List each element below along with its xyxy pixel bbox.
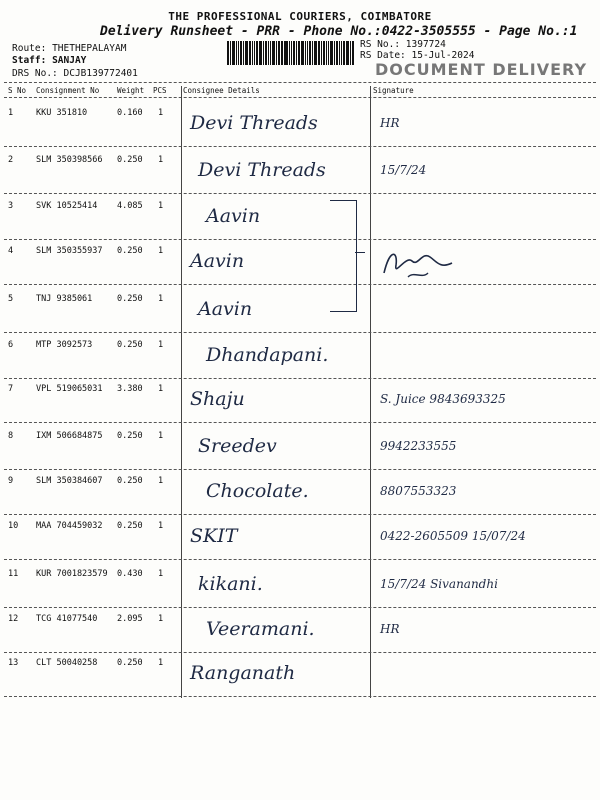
barcode-bar xyxy=(298,41,300,65)
staff-label: Staff: xyxy=(12,55,47,66)
barcode-bar xyxy=(272,41,275,65)
cell-consignee-handwritten: Aavin xyxy=(190,250,245,272)
cell-signature-handwritten: 8807553323 xyxy=(380,484,457,498)
row-divider xyxy=(4,284,596,285)
barcode xyxy=(227,41,355,65)
barcode-bar xyxy=(352,41,354,65)
row-divider xyxy=(4,559,596,560)
cell-signature-handwritten: 0422-2605509 15/07/24 xyxy=(380,529,526,543)
table-row xyxy=(0,147,600,194)
cell-pcs: 1 xyxy=(158,614,164,624)
company-name: THE PROFESSIONAL COURIERS, COIMBATORE xyxy=(168,10,432,23)
table-row xyxy=(0,193,600,240)
cell-consignment-no: CLT 50040258 xyxy=(36,658,98,668)
table-row xyxy=(0,468,600,515)
aavin-signature-scribble xyxy=(378,243,458,283)
cell-weight: 3.380 xyxy=(117,384,143,394)
cell-pcs: 1 xyxy=(158,246,164,256)
barcode-bar xyxy=(285,41,288,65)
cell-weight: 0.250 xyxy=(117,431,143,441)
aavin-bracket-tick xyxy=(355,252,365,253)
table-row xyxy=(0,238,600,285)
barcode-bar xyxy=(263,41,264,65)
cell-consignment-no: KKU 351810 xyxy=(36,108,88,118)
cell-consignment-no: VPL 519065031 xyxy=(36,384,103,394)
table-row xyxy=(0,332,600,379)
col-header-sno: S No xyxy=(8,86,27,95)
cell-weight: 0.160 xyxy=(117,108,143,118)
cell-consignment-no: SLM 350384607 xyxy=(36,476,103,486)
barcode-bar xyxy=(328,41,329,65)
cell-consignee-handwritten: Dhandapani. xyxy=(206,344,329,366)
cell-pcs: 1 xyxy=(158,658,164,668)
barcode-bar xyxy=(309,41,311,65)
barcode-bar xyxy=(312,41,313,65)
barcode-bar xyxy=(252,41,253,65)
barcode-bar xyxy=(276,41,277,65)
cell-weight: 0.430 xyxy=(117,569,143,579)
barcode-bar xyxy=(238,41,239,65)
barcode-bar xyxy=(326,41,327,65)
cell-sno: 13 xyxy=(8,658,19,668)
cell-sno: 2 xyxy=(8,155,14,165)
table-row xyxy=(0,606,600,653)
cell-sno: 5 xyxy=(8,294,14,304)
header-bottom-divider xyxy=(4,97,596,98)
barcode-bar xyxy=(249,41,251,65)
cell-sno: 7 xyxy=(8,384,14,394)
cell-sno: 8 xyxy=(8,431,14,441)
col-header-pcs: PCS xyxy=(153,86,167,95)
cell-pcs: 1 xyxy=(158,569,164,579)
cell-consignee-handwritten: Aavin xyxy=(198,298,253,320)
cell-consignment-no: SVK 10525414 xyxy=(36,201,98,211)
barcode-bar xyxy=(330,41,333,65)
cell-pcs: 1 xyxy=(158,108,164,118)
barcode-bar xyxy=(245,41,248,65)
cell-consignee-handwritten: Sreedev xyxy=(198,435,277,457)
cell-sno: 3 xyxy=(8,201,14,211)
barcode-bar xyxy=(268,41,269,65)
route-value: THETHEPALAYAM xyxy=(52,43,127,54)
barcode-bar xyxy=(284,41,285,65)
barcode-bar xyxy=(254,41,255,65)
rs-date-label: RS Date: xyxy=(360,50,406,61)
barcode-bar xyxy=(270,41,271,65)
barcode-bar xyxy=(301,41,304,65)
aavin-bracket xyxy=(330,200,357,312)
cell-consignee-handwritten: Shaju xyxy=(190,388,245,410)
table-row xyxy=(0,376,600,423)
rs-no-label: RS No.: xyxy=(360,39,401,50)
cell-sno: 6 xyxy=(8,340,14,350)
cell-weight: 0.250 xyxy=(117,521,143,531)
drs-line xyxy=(12,68,138,79)
cell-pcs: 1 xyxy=(158,294,164,304)
route-label: Route: xyxy=(12,43,47,54)
cell-consignment-no: MTP 3092573 xyxy=(36,340,93,350)
cell-pcs: 1 xyxy=(158,476,164,486)
barcode-bar xyxy=(227,41,229,65)
barcode-bar xyxy=(314,41,317,65)
cell-weight: 0.250 xyxy=(117,246,143,256)
cell-consignee-handwritten: Devi Threads xyxy=(198,159,326,181)
table-row xyxy=(0,286,600,333)
staff-value: SANJAY xyxy=(52,55,87,66)
barcode-bar xyxy=(321,41,322,65)
barcode-bar xyxy=(278,41,280,65)
barcode-bar xyxy=(291,41,292,65)
cell-weight: 2.095 xyxy=(117,614,143,624)
barcode-bar xyxy=(243,41,244,65)
cell-consignee-handwritten: Chocolate. xyxy=(206,480,309,502)
cell-sno: 10 xyxy=(8,521,19,531)
barcode-bar xyxy=(307,41,308,65)
cell-consignment-no: IXM 506684875 xyxy=(36,431,103,441)
barcode-bar xyxy=(323,41,325,65)
document-delivery-stamp: DOCUMENT DELIVERY xyxy=(375,60,588,79)
cell-weight: 0.250 xyxy=(117,294,143,304)
cell-pcs: 1 xyxy=(158,201,164,211)
barcode-bar xyxy=(236,41,237,65)
barcode-bar xyxy=(305,41,306,65)
barcode-bar xyxy=(343,41,345,65)
cell-signature-handwritten: S. Juice 9843693325 xyxy=(380,392,506,406)
barcode-bar xyxy=(281,41,283,65)
cell-consignment-no: SLM 350398566 xyxy=(36,155,103,165)
table-row xyxy=(0,561,600,608)
table-row xyxy=(0,650,600,697)
table-row xyxy=(0,100,600,147)
barcode-bar xyxy=(289,41,290,65)
cell-consignee-handwritten: SKIT xyxy=(190,525,238,547)
barcode-bar xyxy=(240,41,242,65)
barcode-bar xyxy=(334,41,335,65)
cell-pcs: 1 xyxy=(158,521,164,531)
staff-line xyxy=(12,55,86,66)
cell-pcs: 1 xyxy=(158,431,164,441)
barcode-bar xyxy=(339,41,340,65)
barcode-bar xyxy=(350,41,351,65)
col-header-weight: Weight xyxy=(117,86,145,95)
cell-consignment-no: TNJ 9385061 xyxy=(36,294,93,304)
cell-consignment-no: MAA 704459032 xyxy=(36,521,103,531)
cell-weight: 0.250 xyxy=(117,340,143,350)
cell-sno: 4 xyxy=(8,246,14,256)
drs-label: DRS No.: xyxy=(12,68,58,79)
cell-sno: 1 xyxy=(8,108,14,118)
cell-signature-handwritten: 15/7/24 Sivanandhi xyxy=(380,577,498,591)
cell-pcs: 1 xyxy=(158,155,164,165)
drs-value: DCJB139772401 xyxy=(63,68,138,79)
cell-consignee-handwritten: Veeramani. xyxy=(206,618,315,640)
cell-pcs: 1 xyxy=(158,340,164,350)
cell-sno: 9 xyxy=(8,476,14,486)
cell-signature-handwritten: 15/7/24 xyxy=(380,163,427,177)
barcode-bar xyxy=(256,41,258,65)
barcode-bar xyxy=(259,41,262,65)
cell-signature-handwritten: HR xyxy=(380,116,400,130)
header-top-divider xyxy=(4,82,596,83)
cell-weight: 4.085 xyxy=(117,201,143,211)
cell-consignee-handwritten: kikani. xyxy=(198,573,263,595)
cell-consignee-handwritten: Devi Threads xyxy=(190,112,318,134)
table-row xyxy=(0,423,600,470)
route-line xyxy=(12,43,126,54)
rs-no-line xyxy=(360,39,446,50)
col-header-consignee: Consignee Details xyxy=(183,86,260,95)
rs-no-value: 1397724 xyxy=(405,39,446,50)
cell-consignee-handwritten: Ranganath xyxy=(190,662,296,684)
barcode-bar xyxy=(230,41,231,65)
cell-weight: 0.250 xyxy=(117,155,143,165)
barcode-bar xyxy=(293,41,295,65)
barcode-bar xyxy=(232,41,235,65)
col-header-consignment: Consignment No xyxy=(36,86,100,95)
col-header-signature: Signature xyxy=(373,86,414,95)
cell-signature-handwritten: 9942233555 xyxy=(380,439,457,453)
cell-consignment-no: TCG 41077540 xyxy=(36,614,98,624)
cell-consignment-no: SLM 350355937 xyxy=(36,246,103,256)
row-divider xyxy=(4,696,596,697)
barcode-bar xyxy=(341,41,342,65)
cell-sno: 12 xyxy=(8,614,19,624)
barcode-bar xyxy=(346,41,349,65)
cell-consignee-handwritten: Aavin xyxy=(206,205,261,227)
runsheet-title: Delivery Runsheet - PRR - Phone No.:0422-3505555 - Page No.:1 xyxy=(100,24,578,39)
cell-weight: 0.250 xyxy=(117,658,143,668)
barcode-bar xyxy=(265,41,267,65)
barcode-bar xyxy=(296,41,297,65)
table-row xyxy=(0,513,600,560)
cell-weight: 0.250 xyxy=(117,476,143,486)
rs-date-value: 15-Jul-2024 xyxy=(411,50,475,61)
cell-sno: 11 xyxy=(8,569,19,579)
cell-pcs: 1 xyxy=(158,384,164,394)
barcode-bar xyxy=(318,41,320,65)
barcode-bar xyxy=(336,41,338,65)
cell-consignment-no: KUR 7001823579 xyxy=(36,569,108,579)
cell-signature-handwritten: HR xyxy=(380,622,400,636)
